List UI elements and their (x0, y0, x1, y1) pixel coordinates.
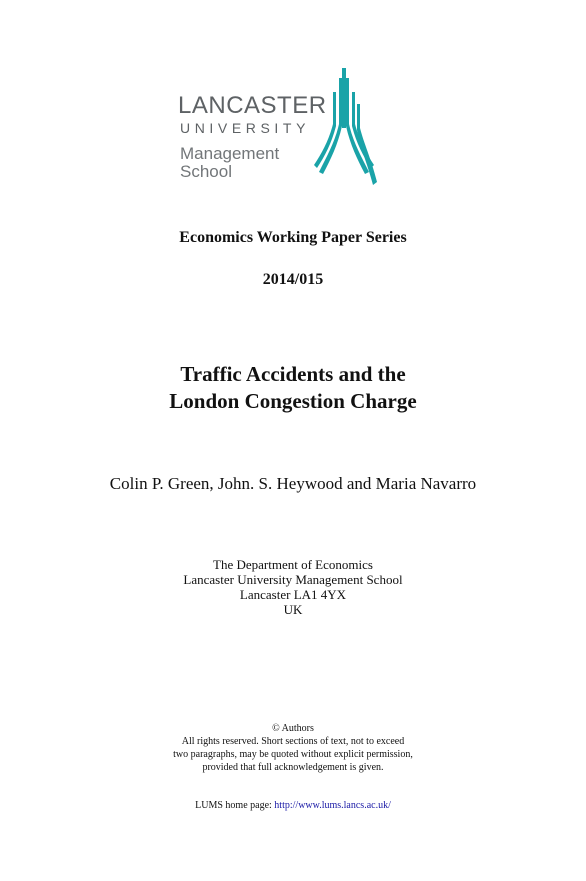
paper-title-line-1: Traffic Accidents and the (180, 362, 406, 386)
homepage-label: LUMS home page: (195, 800, 275, 811)
copyright-notice (0, 722, 586, 774)
rights-line-1: All rights reserved. Short sections of text, not to exceed (181, 736, 405, 747)
paper-title (0, 361, 586, 415)
address-line-4: UK (283, 602, 303, 617)
logo-wordmark-university: UNIVERSITY (180, 120, 311, 136)
paper-number: 2014/015 (262, 271, 324, 288)
lancaster-university-logo (178, 64, 378, 189)
working-paper-series: Economics Working Paper Series (179, 229, 407, 246)
paper-title-line-2: London Congestion Charge (169, 389, 417, 413)
logo-wordmark-school: School (180, 162, 232, 181)
paper-authors: Colin P. Green, John. S. Heywood and Maria Navarro (109, 474, 477, 493)
rights-line-3: provided that full acknowledgement is given. (202, 762, 384, 773)
address-line-2: Lancaster University Management School (183, 572, 403, 587)
logo-wordmark-management: Management (180, 144, 280, 163)
logo-wordmark-lancaster: LANCASTER (178, 92, 327, 119)
department-address (0, 557, 586, 617)
address-line-3: Lancaster LA1 4YX (239, 587, 347, 602)
homepage-link[interactable]: http://www.lums.lancs.ac.uk/ (274, 800, 391, 811)
rights-line-2: two paragraphs, may be quoted without explicit permission, (173, 749, 413, 760)
homepage-line (0, 800, 586, 811)
fountain-mark-icon (313, 64, 378, 189)
address-line-1: The Department of Economics (213, 557, 373, 572)
copyright-line: © Authors (272, 723, 314, 734)
